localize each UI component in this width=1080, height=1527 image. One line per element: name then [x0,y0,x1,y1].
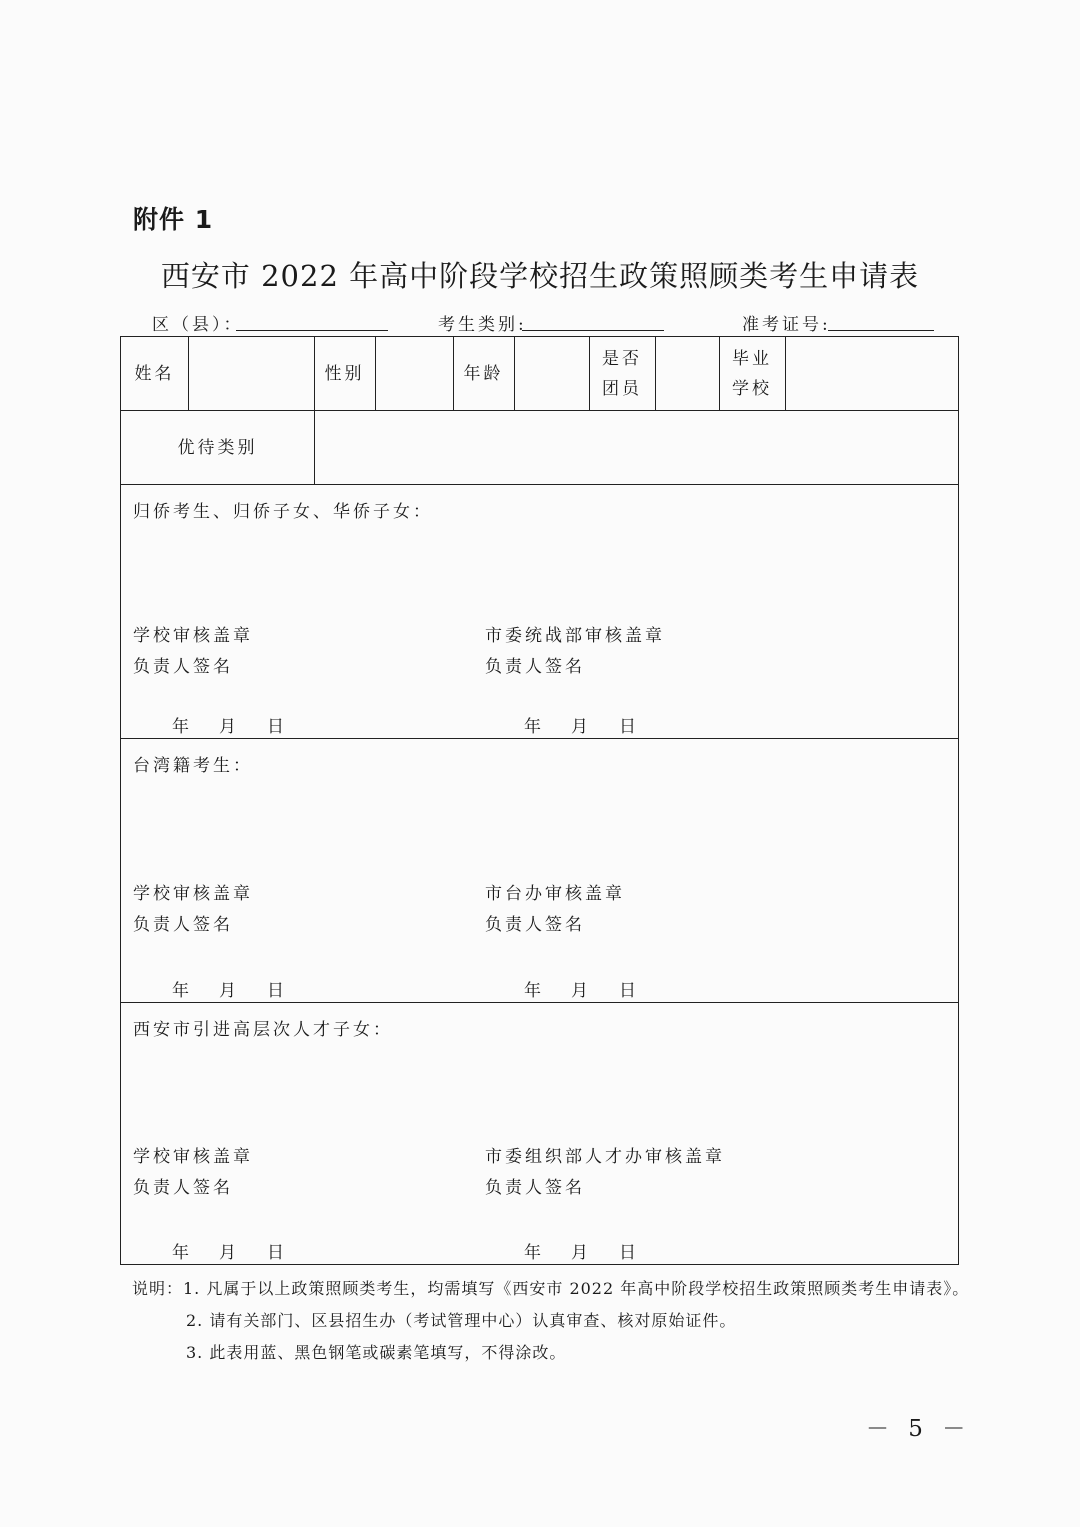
dept-seal-label: 市台办审核盖章 [485,884,625,904]
date-day: 日 [267,1243,287,1263]
section-heading: 归侨考生、归侨子女、华侨子女： [133,502,433,522]
school-seal-label: 学校审核盖章 [133,1147,253,1167]
gender-label: 性别 [324,364,365,384]
date-year: 年 [524,717,544,737]
section-heading: 台湾籍考生： [133,756,253,776]
attachment-label: 附件 1 [133,205,214,234]
signature-label: 负责人签名 [133,915,233,935]
page-number: － 5 － [866,1416,972,1442]
exam-number-label: 准考证号: [742,315,831,335]
date-month: 月 [219,1243,239,1263]
section-high-level-talent [121,1003,958,1265]
league-member-label: 是否 团员 [602,349,642,399]
date-month: 月 [571,981,591,1001]
date-month: 月 [571,717,591,737]
preferential-category-label: 优待类别 [177,438,258,458]
date-year: 年 [172,981,192,1001]
district-field[interactable] [236,330,388,331]
signature-label: 负责人签名 [485,1178,585,1198]
gender-field[interactable] [375,337,453,411]
school-seal-label: 学校审核盖章 [133,626,253,646]
date-year: 年 [524,981,544,1001]
date-month: 月 [571,1243,591,1263]
date-month: 月 [219,981,239,1001]
note-3: 3. 此表用蓝、黑色钢笔或碳素笔填写，不得涂改。 [186,1343,567,1362]
name-field[interactable] [188,337,314,411]
notes [132,1273,969,1369]
date-year: 年 [172,717,192,737]
graduation-school-field[interactable] [785,337,957,411]
date-day: 日 [267,981,287,1001]
name-label: 姓名 [134,364,175,384]
league-member-field[interactable] [655,337,719,411]
date-day: 日 [267,717,287,737]
date-day: 日 [619,981,639,1001]
dept-seal-label: 市委统战部审核盖章 [485,626,665,646]
district-label: 区（县）： [152,315,244,335]
graduation-school-label: 毕业 学校 [732,349,772,399]
application-form-table [120,336,959,1265]
note-1: 说明：1. 凡属于以上政策照顾类考生，均需填写《西安市 2022 年高中阶段学校招生政策照顾类考生申请表》。 [132,1279,970,1298]
date-day: 日 [619,717,639,737]
school-seal-label: 学校审核盖章 [133,884,253,904]
preferential-category-row [121,411,958,485]
category-label: 考生类别: [438,315,527,335]
note-2: 2. 请有关部门、区县招生办（考试管理中心）认真审查、核对原始证件。 [186,1311,737,1330]
form-title: 西安市 2022 年高中阶段学校招生政策照顾类考生申请表 [160,259,920,293]
age-label: 年龄 [463,364,504,384]
section-heading: 西安市引进高层次人才子女： [133,1020,393,1040]
signature-label: 负责人签名 [485,915,585,935]
signature-label: 负责人签名 [133,1178,233,1198]
category-field[interactable] [522,330,664,331]
signature-label: 负责人签名 [133,657,233,677]
section-taiwan [121,739,958,1003]
age-field[interactable] [514,337,589,411]
date-year: 年 [524,1243,544,1263]
exam-number-field[interactable] [828,330,934,331]
preferential-category-field[interactable] [314,411,957,485]
section-overseas-chinese [121,485,958,739]
dept-seal-label: 市委组织部人才办审核盖章 [485,1147,725,1167]
date-year: 年 [172,1243,192,1263]
signature-label: 负责人签名 [485,657,585,677]
date-month: 月 [219,717,239,737]
date-day: 日 [619,1243,639,1263]
basic-info-row [121,337,958,411]
